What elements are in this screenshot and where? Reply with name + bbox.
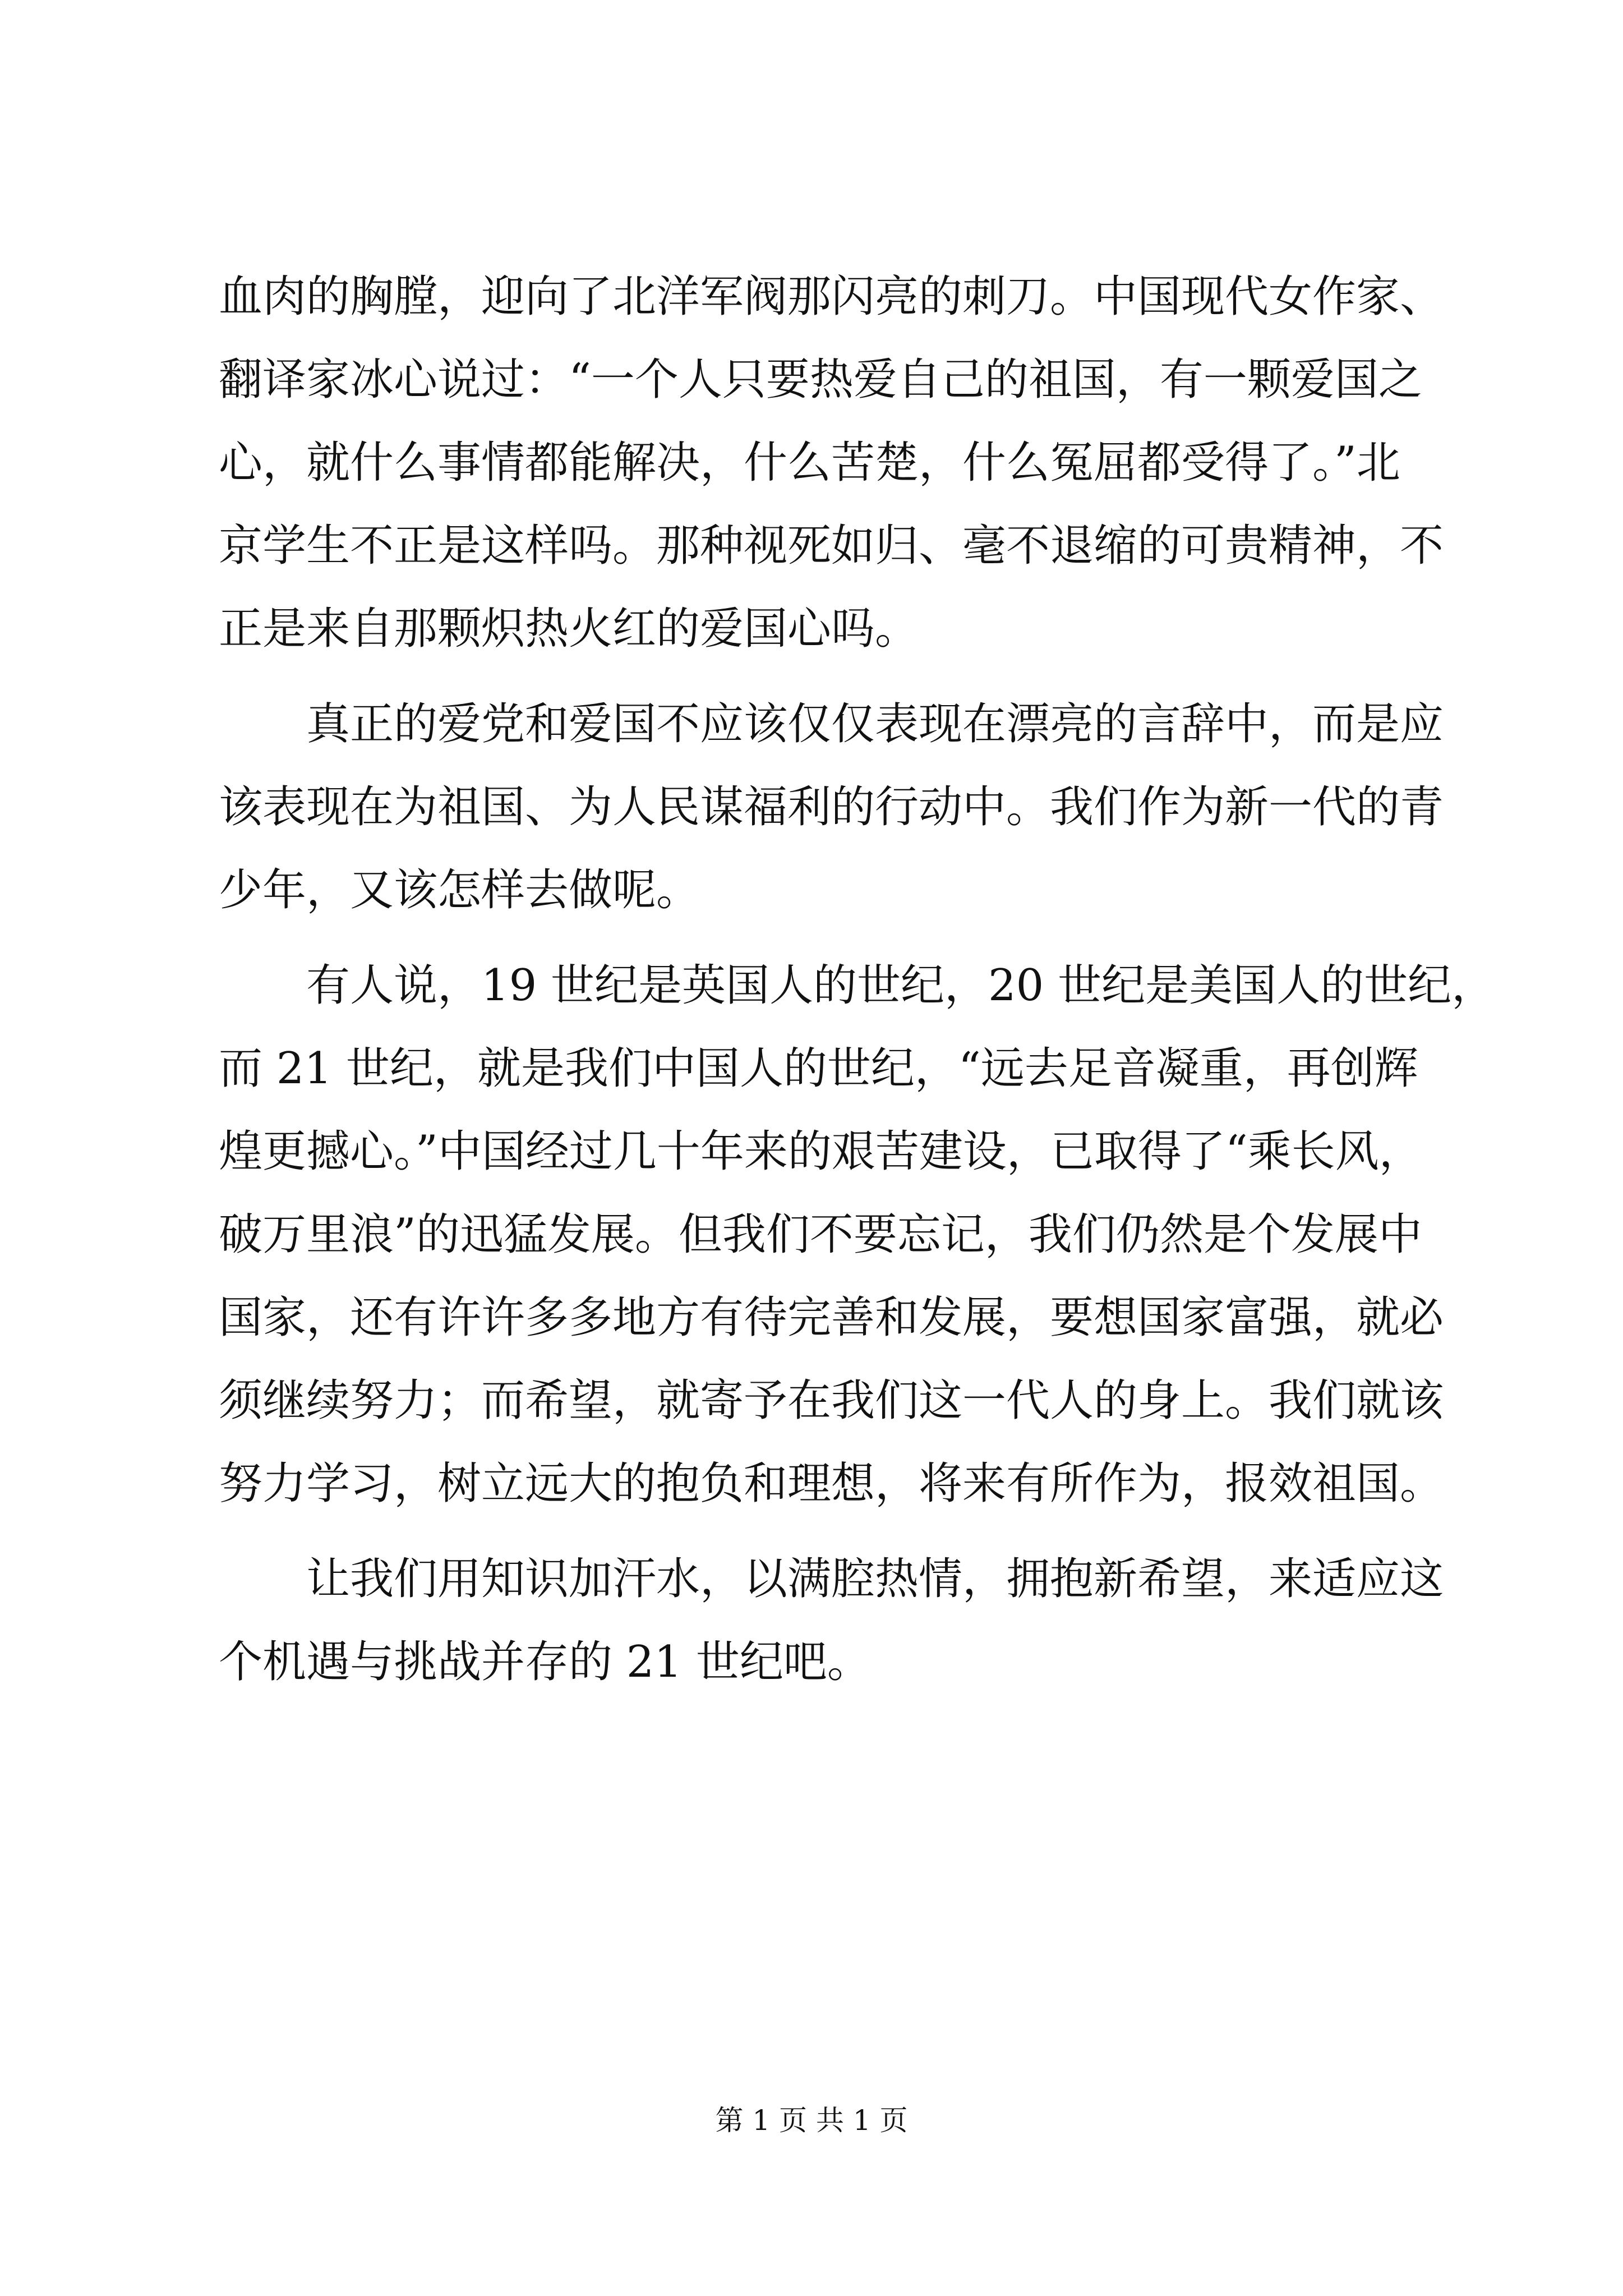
text-line: 心，就什么事情都能解决，什么苦楚，什么冤屈都受得了。”北 bbox=[219, 438, 1400, 488]
document-body bbox=[219, 255, 1496, 1704]
text-line: 正是来自那颗炽热火红的爱国心吗。 bbox=[219, 604, 919, 654]
text-line: 国家，还有许许多多地方有待完善和发展，要想国家富强，就必 bbox=[219, 1292, 1444, 1343]
paragraph-4 bbox=[219, 1538, 1444, 1704]
paragraph-2 bbox=[219, 683, 1444, 932]
text-line: 让我们用知识加汗水，以满腔热情，拥抱新希望，来适应这 bbox=[219, 1554, 1444, 1604]
paragraph-gap bbox=[219, 932, 1405, 944]
text-line: 该表现在为祖国、为人民谋福利的行动中。我们作为新一代的青 bbox=[219, 782, 1444, 832]
text-line: 血肉的胸膛，迎向了北洋军阀那闪亮的刺刀。中国现代女作家、 bbox=[219, 272, 1444, 322]
text-line: 须继续努力；而希望，就寄予在我们这一代人的身上。我们就该 bbox=[219, 1375, 1444, 1426]
paragraph-gap bbox=[219, 1525, 1405, 1538]
page-number-footer: 第 1 页 共 1 页 bbox=[715, 2104, 908, 2137]
text-line: 个机遇与挑战并存的 21 世纪吧。 bbox=[219, 1637, 871, 1687]
text-line: 而 21 世纪，就是我们中国人的世纪，“远去足音凝重，再创辉 bbox=[219, 1043, 1418, 1094]
paragraph-1 bbox=[219, 255, 1444, 670]
text-line: 京学生不正是这样吗。那种视死如归、毫不退缩的可贵精神，不 bbox=[219, 521, 1444, 571]
text-line: 煌更撼心。”中国经过几十年来的艰苦建设，已取得了“乘长风， bbox=[219, 1126, 1423, 1177]
text-line: 破万里浪”的迅猛发展。但我们不要忘记，我们仍然是个发展中 bbox=[219, 1209, 1422, 1260]
text-line: 有人说，19 世纪是英国人的世纪，20 世纪是美国人的世纪， bbox=[219, 960, 1496, 1011]
text-line: 翻译家冰心说过：“一个人只要热爱自己的祖国，有一颗爱国之 bbox=[219, 355, 1422, 405]
paragraph-gap bbox=[219, 670, 1405, 683]
text-line: 努力学习，树立远大的抱负和理想，将来有所作为，报效祖国。 bbox=[219, 1458, 1444, 1509]
paragraph-3 bbox=[219, 944, 1496, 1525]
text-line: 真正的爱党和爱国不应该仅仅表现在漂亮的言辞中，而是应 bbox=[219, 699, 1444, 749]
text-line: 少年，又该怎样去做呢。 bbox=[219, 865, 700, 915]
